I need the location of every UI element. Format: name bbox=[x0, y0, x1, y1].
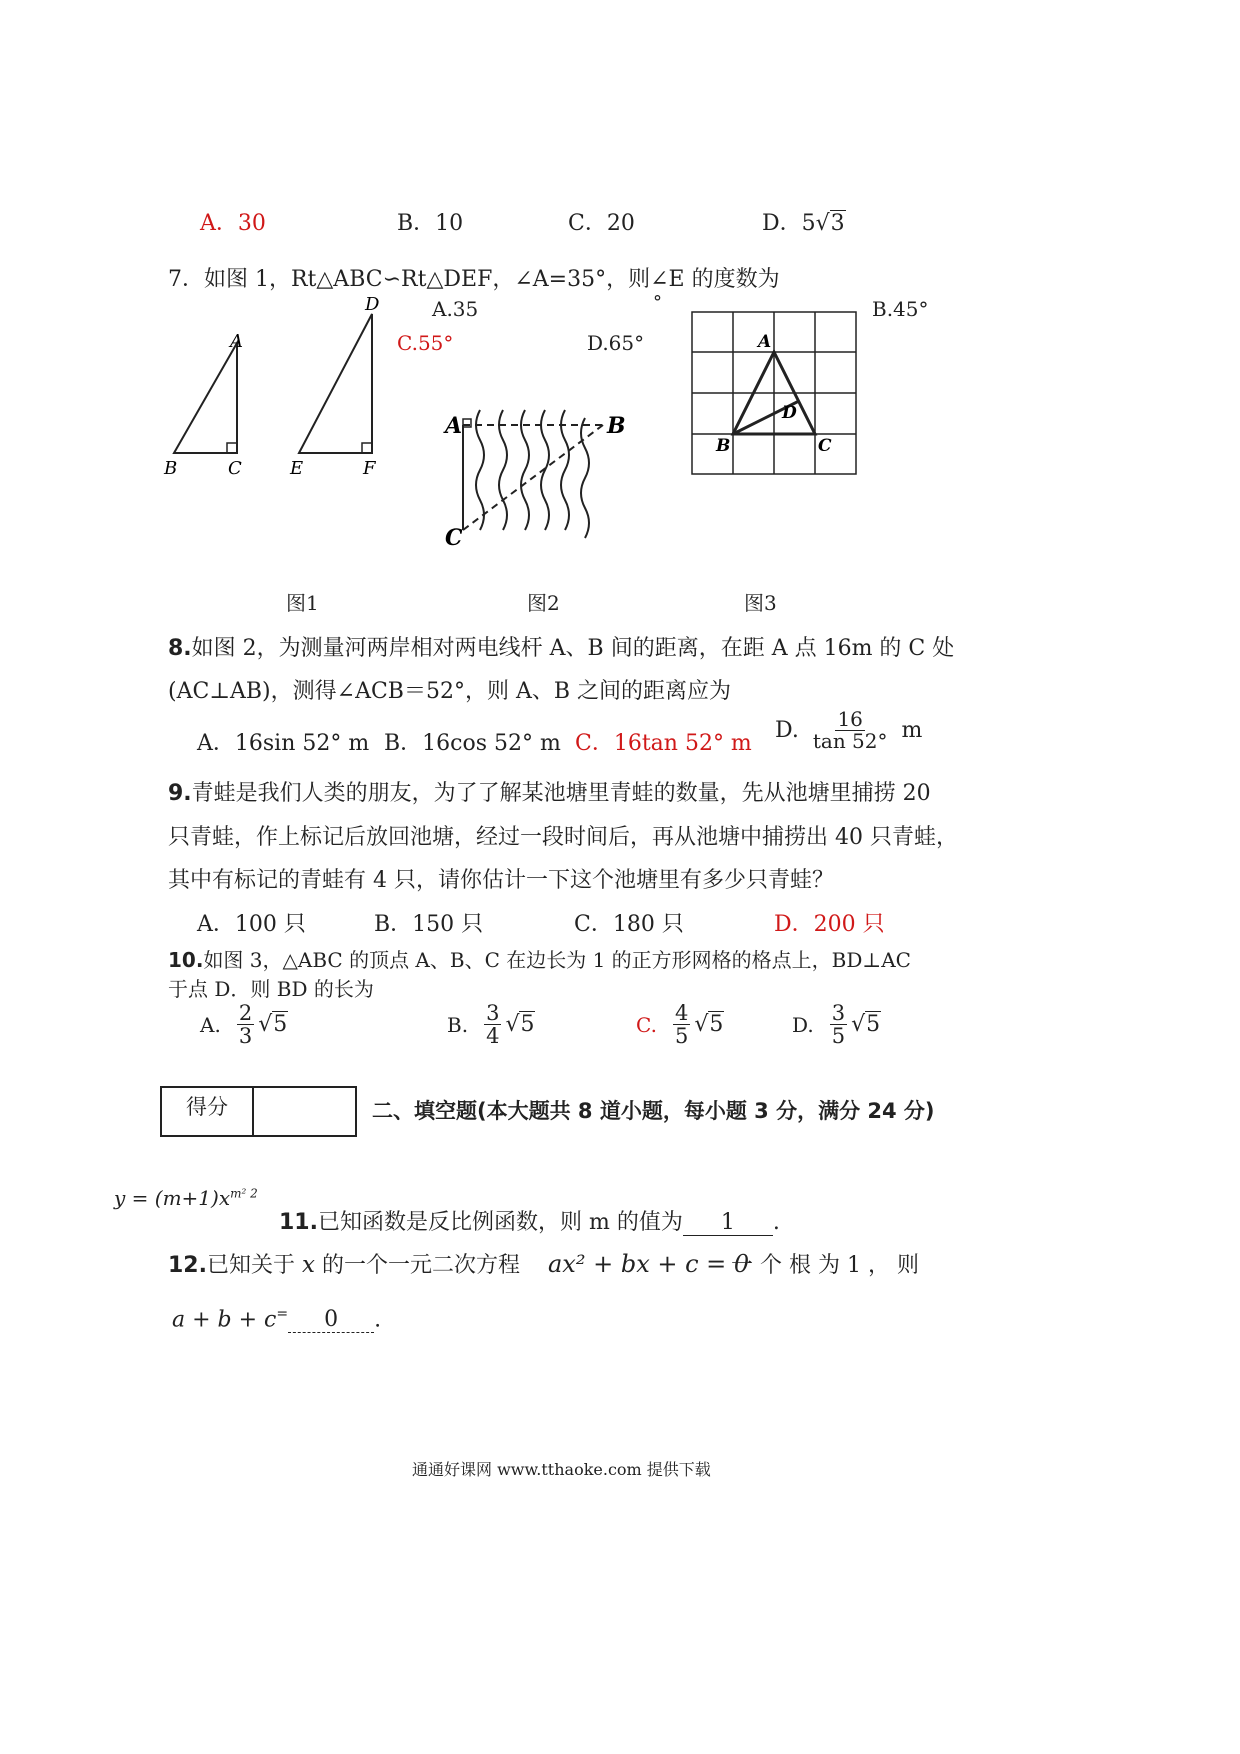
q9-option-b: B．150 只 bbox=[374, 912, 484, 937]
fig3-label-a: A bbox=[758, 332, 772, 352]
q12-line-1: 12.已知关于 x 的一个一元二次方程 bbox=[168, 1252, 520, 1278]
figure-2-caption: 图2 bbox=[527, 591, 560, 615]
q9-line-2: 只青蛙，作上标记后放回池塘，经过一段时间后，再从池塘中捕捞出 40 只青蛙， bbox=[168, 825, 958, 850]
q7-option-b: B.45° bbox=[872, 297, 929, 321]
q7-option-c: C.55° bbox=[397, 331, 454, 355]
q11-formula: $y = (m+1)x^{m^2 2}$ bbox=[114, 1186, 258, 1210]
q8-line-2: (AC⊥AB)，测得∠ACB＝52°，则 A、B 之间的距离应为 bbox=[168, 679, 731, 704]
q6-option-b: B．10 bbox=[397, 211, 464, 236]
figure-3-grid bbox=[690, 310, 860, 478]
q10-line-1: 10.如图 3，△ABC 的顶点 A、B、C 在边长为 1 的正方形网格的格点上，BD⊥AC bbox=[168, 948, 911, 972]
fig2-label-a: A bbox=[445, 413, 463, 439]
figure-1-caption: 图1 bbox=[286, 591, 319, 615]
q10-option-a: A. $\frac{2}{3}$ √5 bbox=[200, 1001, 288, 1049]
footer-text: 通通好课网 www.tthaoke.com 提供下载 bbox=[412, 1460, 711, 1479]
q8-option-b: B．16cos 52° m bbox=[384, 731, 561, 756]
q7-option-a-degree: ° bbox=[653, 292, 662, 313]
figure-3-caption: 图3 bbox=[744, 591, 777, 615]
fig2-label-b: B bbox=[607, 413, 626, 439]
q8-option-c: C．16tan 52° m bbox=[575, 731, 752, 756]
q12-equation: ax² + bx + c = 0 bbox=[548, 1250, 750, 1278]
q12-line-1-end: 一 个 根 为 1 ， 则 bbox=[731, 1253, 919, 1278]
figure-2-river bbox=[435, 400, 635, 560]
score-value-cell bbox=[254, 1088, 355, 1135]
q9-option-d: D．200 只 bbox=[774, 912, 885, 937]
q12-line-2: a + b + c= 0 . bbox=[172, 1306, 382, 1333]
section-2-title: 二、填空题(本大题共 8 道小题，每小题 3 分，满分 24 分) bbox=[372, 1099, 935, 1123]
fig1-label-d: D bbox=[365, 294, 380, 315]
q11-question: 11.已知函数是反比例函数，则 m 的值为 1 . bbox=[279, 1210, 780, 1235]
q7-option-a: A.35 bbox=[432, 297, 479, 321]
q7-option-d: D.65° bbox=[587, 331, 645, 355]
fig1-label-b: B bbox=[164, 458, 178, 479]
q9-option-c: C．180 只 bbox=[574, 912, 684, 937]
fig2-label-c: C bbox=[445, 525, 463, 551]
score-label: 得分 bbox=[162, 1088, 254, 1135]
q9-line-1: 9.青蛙是我们人类的朋友，为了了解某池塘里青蛙的数量，先从池塘里捕捞 20 bbox=[168, 781, 931, 806]
fig3-label-c: C bbox=[818, 436, 832, 456]
fig1-label-f: F bbox=[363, 458, 376, 479]
q8-line-1: 8.如图 2，为测量河两岸相对两电线杆 A、B 间的距离，在距 A 点 16m 的 C 处 bbox=[168, 636, 955, 661]
q10-option-c: C. $\frac{4}{5}$ √5 bbox=[636, 1001, 724, 1049]
fig1-label-e: E bbox=[290, 458, 304, 479]
q6-option-d: D．5√3 bbox=[762, 211, 845, 236]
q9-option-a: A．100 只 bbox=[197, 912, 306, 937]
q7-stem: 7．如图 1，Rt△ABC∽Rt△DEF，∠A=35°，则∠E 的度数为 bbox=[168, 267, 780, 292]
q8-option-a: A．16sin 52° m bbox=[197, 731, 370, 756]
q10-line-2: 于点 D．则 BD 的长为 bbox=[168, 977, 374, 1001]
q10-option-d: D. $\frac{3}{5}$ √5 bbox=[792, 1001, 881, 1049]
q8-option-d: D. $\frac{16}{\tan 52^\circ}$ m bbox=[775, 707, 923, 753]
q6-option-c: C．20 bbox=[568, 211, 635, 236]
score-box bbox=[160, 1086, 357, 1137]
q6-option-a: A．30 bbox=[200, 211, 266, 236]
figure-1-triangles bbox=[160, 290, 400, 490]
q9-line-3: 其中有标记的青蛙有 4 只，请你估计一下这个池塘里有多少只青蛙？ bbox=[168, 868, 834, 893]
fig3-label-d: D bbox=[782, 403, 797, 423]
fig1-label-c: C bbox=[228, 458, 242, 479]
q10-option-b: B. $\frac{3}{4}$ √5 bbox=[447, 1001, 535, 1049]
fig1-label-a: A bbox=[230, 331, 243, 352]
fig3-label-b: B bbox=[716, 436, 731, 456]
